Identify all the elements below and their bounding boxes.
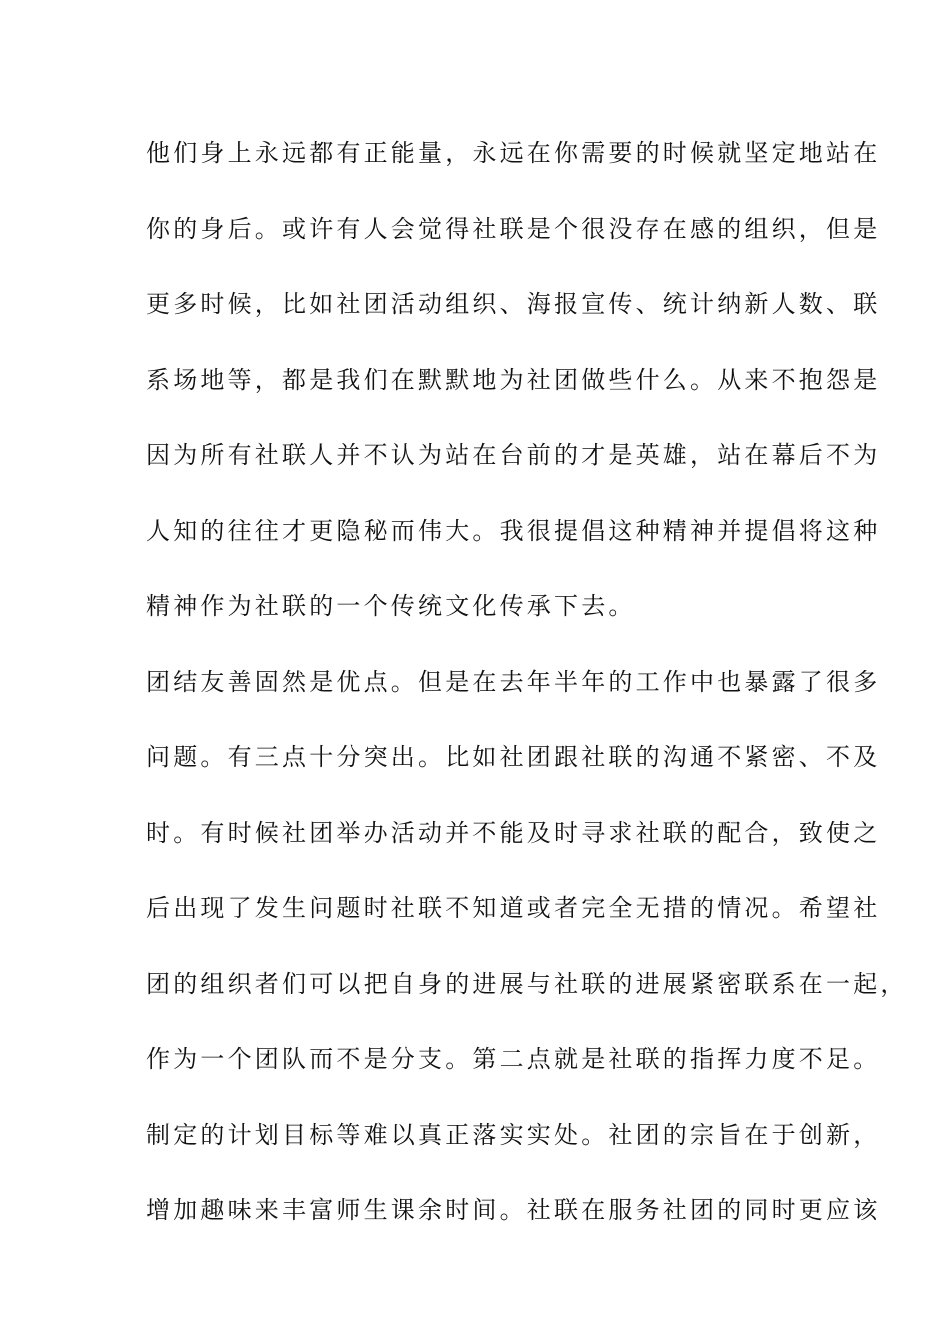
text-line-15: 增加趣味来丰富师生课余时间。社联在服务社团的同时更应该	[146, 1196, 881, 1224]
text-line-13: 作为一个团队而不是分支。第二点就是社联的指挥力度不足。	[146, 1045, 881, 1073]
text-line-1: 他们身上永远都有正能量，永远在你需要的时候就坚定地站在	[146, 139, 881, 167]
text-line-3: 更多时候，比如社团活动组织、海报宣传、统计纳新人数、联	[146, 290, 881, 318]
text-line-5: 因为所有社联人并不认为站在台前的才是英雄，站在幕后不为	[146, 441, 881, 469]
text-line-6: 人知的往往才更隐秘而伟大。我很提倡这种精神并提倡将这种	[146, 516, 881, 545]
text-line-11: 后出现了发生问题时社联不知道或者完全无措的情况。希望社	[146, 894, 881, 922]
text-line-14: 制定的计划目标等难以真正落实实处。社团的宗旨在于创新，	[146, 1120, 881, 1149]
text-line-10: 时。有时候社团举办活动并不能及时寻求社联的配合，致使之	[146, 818, 881, 847]
text-line-4: 系场地等，都是我们在默默地为社团做些什么。从来不抱怨是	[146, 365, 881, 394]
body-text	[146, 135, 908, 1268]
text-line-9: 问题。有三点十分突出。比如社团跟社联的沟通不紧密、不及	[146, 743, 881, 771]
text-line-2: 你的身后。或许有人会觉得社联是个很没存在感的组织，但是	[146, 214, 881, 243]
text-line-12: 团的组织者们可以把自身的进展与社联的进展紧密联系在一起，	[146, 969, 908, 998]
text-line-8: 团结友善固然是优点。但是在去年半年的工作中也暴露了很多	[146, 667, 881, 696]
text-line-7: 精神作为社联的一个传统文化传承下去。	[146, 592, 636, 620]
